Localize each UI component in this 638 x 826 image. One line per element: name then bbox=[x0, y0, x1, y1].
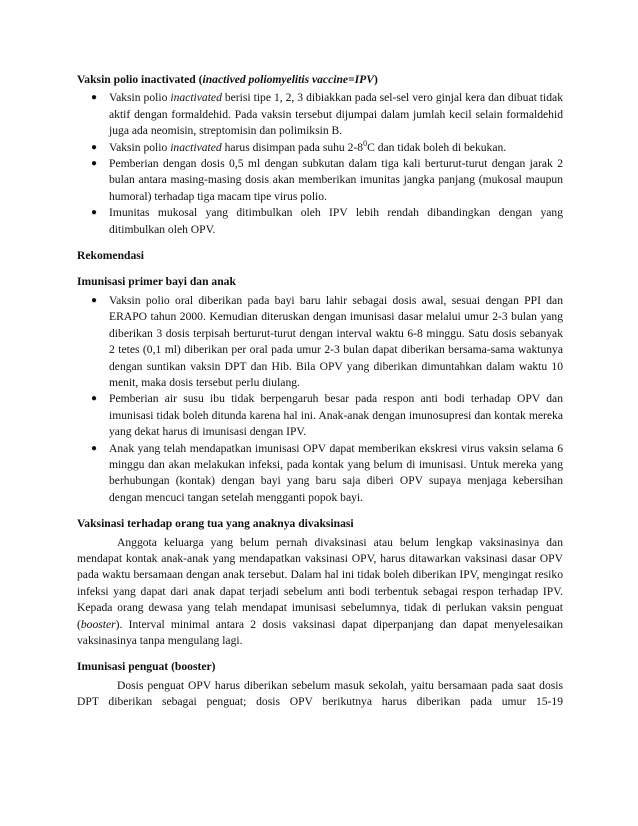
heading-text: Vaksin polio inactivated ( bbox=[77, 73, 203, 86]
section-heading-primer: Imunisasi primer bayi dan anak bbox=[77, 275, 236, 289]
bullet-icon: ● bbox=[91, 393, 98, 405]
heading-text-suffix: ) bbox=[373, 73, 378, 86]
paragraph-orang-tua bbox=[77, 535, 563, 650]
section-heading-ipv bbox=[77, 72, 563, 88]
list-item bbox=[77, 156, 563, 205]
list-item bbox=[77, 441, 563, 507]
list-item bbox=[77, 391, 563, 440]
list-item-italic: inactivated bbox=[170, 140, 222, 154]
bullet-icon: ● bbox=[91, 141, 98, 153]
primer-bullet-list bbox=[77, 293, 563, 506]
bullet-icon: ● bbox=[91, 158, 98, 170]
list-item-italic: inactivated bbox=[170, 91, 222, 105]
list-item-text: Imunitas mukosal yang ditimbulkan oleh IPV lebih rendah dibandingkan dengan yang ditimbulkan oleh OPV. bbox=[109, 206, 563, 236]
list-item-text: harus disimpan pada suhu 2-8 bbox=[221, 140, 364, 154]
paragraph-booster: Dosis penguat OPV harus diberikan sebelum masuk sekolah, yaitu bersamaan pada saat dosis DPT diberikan sebagai penguat; dosis OPV berikutnya harus diberikan pada umur 15-19 bbox=[77, 678, 563, 709]
list-item-text: Anak yang telah mendapatkan imunisasi OPV dapat memberikan ekskresi virus vaksin selama 6 minggu dan akan melakukan infeksi, pada kontak yang belum di imunisasi. Untuk mereka yang berhubungan (kontak) dengan bayi yang baru saja diberi OPV supaya menjaga kebersihan dengan mencuci tangan setelah mengganti popok bayi. bbox=[109, 441, 563, 504]
list-item-text: Vaksin polio bbox=[109, 140, 171, 154]
list-item-text: Vaksin polio bbox=[109, 91, 171, 105]
bullet-icon: ● bbox=[91, 294, 98, 306]
heading-italic-text: inactived poliomyelitis vaccine=IPV bbox=[202, 73, 374, 86]
bullet-icon: ● bbox=[91, 92, 98, 104]
document-page bbox=[77, 72, 563, 711]
list-item-text: Pemberian dengan dosis 0,5 ml dengan subkutan dalam tiga kali berturut-turut dengan jarak 2 bulan antara masing-masing dosis akan memberikan imunitas jangka panjang (mukosal maupun humoral) terhadap tiga macam tipe virus polio. bbox=[109, 157, 563, 203]
rekomendasi-heading: Rekomendasi bbox=[77, 249, 144, 263]
ipv-bullet-list bbox=[77, 90, 563, 238]
paragraph-text: ). Interval minimal antara 2 dosis vaksinasi dapat diperpanjang dan dapat menyelesaikan vaksinasinya tanpa mengulang lagi. bbox=[77, 617, 563, 647]
list-item bbox=[77, 140, 563, 156]
degree-superscript: 0 bbox=[363, 138, 368, 148]
list-item-text: berisi tipe 1, 2, 3 dibiakkan pada sel-sel vero ginjal kera dan dibuat tidak aktif dengan formaldehid. Pada vaksin tersebut dijumpai dalam jumlah kecil selain formaldehid juga ada neomisin, streptomisin dan polimiksin B. bbox=[109, 91, 563, 138]
list-item bbox=[77, 90, 563, 139]
section-heading-orang-tua: Vaksinasi terhadap orang tua yang anaknya divaksinasi bbox=[77, 517, 354, 531]
bullet-icon: ● bbox=[91, 442, 98, 454]
section-heading-booster: Imunisasi penguat (booster) bbox=[77, 660, 216, 674]
list-item bbox=[77, 293, 563, 391]
paragraph-italic: booster bbox=[80, 617, 116, 631]
list-item bbox=[77, 205, 563, 238]
list-item-text: Vaksin polio oral diberikan pada bayi baru lahir sebagai dosis awal, sesuai dengan PPI dan ERAPO tahun 2000. Kemudian diteruskan dengan imunisasi dasar melalui umur 2-3 bulan yang diberikan 3 dosis terpisah berturut-turut dengan interval waktu 6-8 minggu. Satu dosis sebanyak 2 tetes (0,1 ml) diberikan per oral pada umur 2-3 bulan dapat diberikan bersama-sama waktunya dengan suntikan vaksin DPT dan Hib. Bila OPV yang diberikan dimuntahkan dalam waktu 10 menit, maka dosis tersebut perlu diulang. bbox=[109, 293, 563, 389]
list-item-text: Pemberian air susu ibu tidak berpengaruh besar pada respon anti bodi terhadap OPV dan imunisasi tidak boleh ditunda karena hal ini. Anak-anak dengan imunosupresi dan kontak mereka yang dekat harus di imunisasi dengan IPV. bbox=[109, 392, 563, 439]
list-item-text: C dan tidak boleh di bekukan. bbox=[367, 140, 507, 154]
bullet-icon: ● bbox=[91, 207, 98, 219]
paragraph-text: Anggota keluarga yang belum pernah divaksinasi atau belum lengkap vaksinasinya dan mendapat kontak anak-anak yang mendapatkan vaksinasi OPV, harus ditawarkan vaksinasi dasar OPV pada waktu bersamaan dengan anak tersebut. Dalam hal ini tidak boleh diberikan IPV, mengingat resiko infeksi yang dapat dari anak dapat terjadi sebelum anti bodi terbentuk sebagai respon terhadap IPV. Kepada orang dewasa yang telah mendapat imunisasi sebelumnya, tidak di perlukan vaksin penguat ( bbox=[77, 535, 563, 631]
